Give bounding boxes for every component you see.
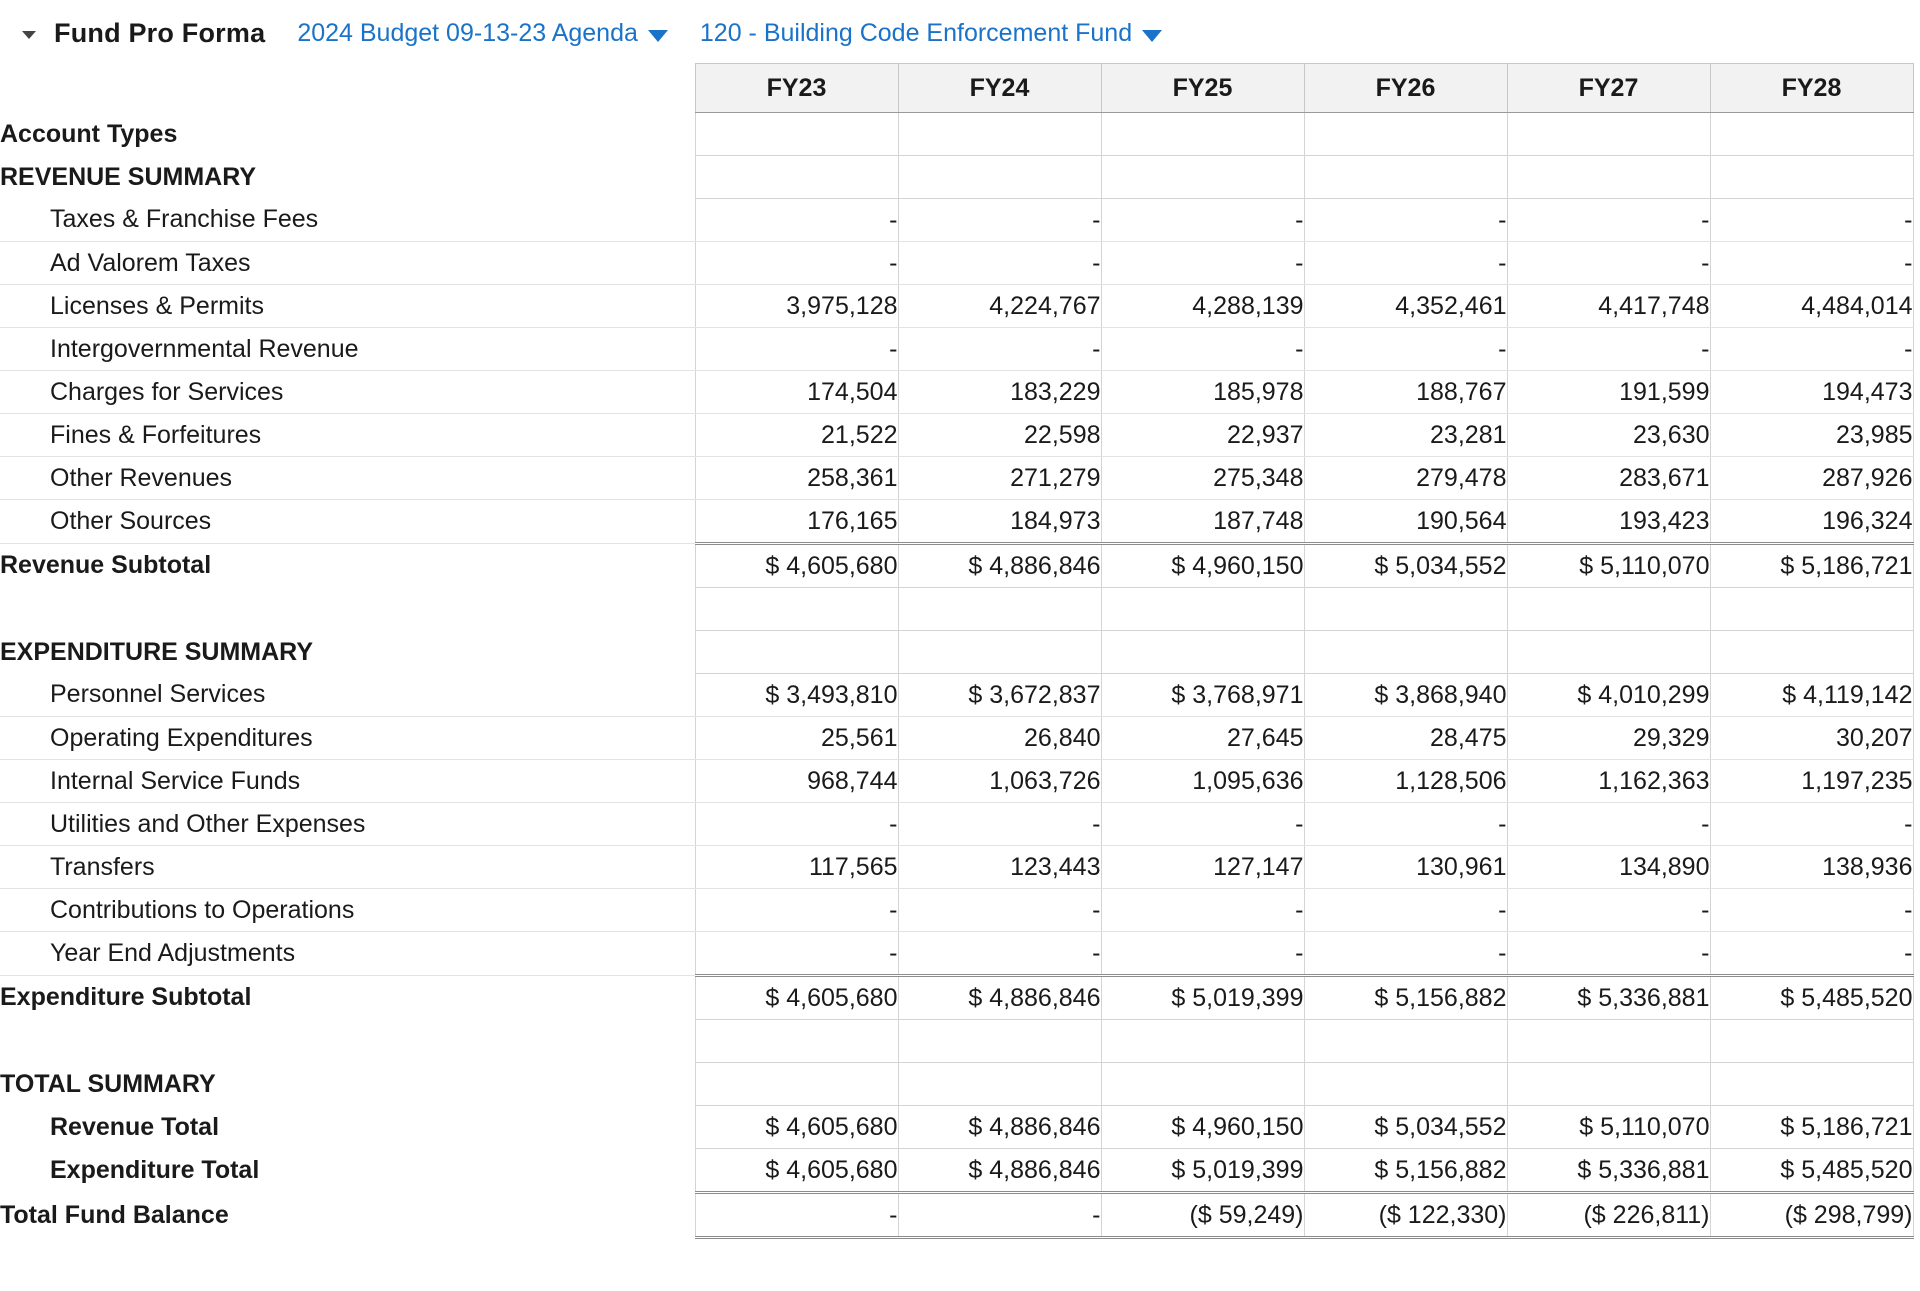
cell-value: 187,748 [1101,500,1304,544]
cell-value: 134,890 [1507,846,1710,889]
cell-value [1304,631,1507,674]
cell-value [1507,113,1710,156]
row-label: Total Fund Balance [0,1200,229,1229]
cell-value: - [695,242,898,285]
row-label: Revenue Subtotal [0,551,212,580]
cell-value: - [1304,199,1507,242]
cell-value: - [1710,889,1913,932]
cell-value [1710,631,1913,674]
column-header-fy23: FY23 [695,64,898,113]
cell-value [1710,156,1913,199]
row-label: Operating Expenditures [0,717,695,760]
cell-value: $ 5,034,552 [1304,544,1507,588]
column-header-fy28: FY28 [1710,64,1913,113]
row-label: Account Types [0,119,178,148]
cell-value: ($ 298,799) [1710,1193,1913,1238]
cell-value [1710,1063,1913,1106]
cell-value: - [898,242,1101,285]
cell-value [898,631,1101,674]
cell-value: 194,473 [1710,371,1913,414]
cell-value: 3,975,128 [695,285,898,328]
row-label: Licenses & Permits [0,285,695,328]
cell-value: $ 4,886,846 [898,1149,1101,1193]
cell-value: - [695,328,898,371]
column-header-blank [0,64,695,113]
table-row [0,674,1913,717]
cell-value: - [1101,803,1304,846]
cell-value [1710,1020,1913,1063]
fund-select[interactable] [700,19,1162,48]
cell-value [1304,113,1507,156]
fund-proforma-table [0,63,1914,1239]
cell-value: - [1101,932,1304,976]
cell-value: $ 4,605,680 [695,544,898,588]
cell-value [695,1063,898,1106]
cell-value: - [1507,803,1710,846]
cell-value: 1,095,636 [1101,760,1304,803]
cell-value [1101,588,1304,631]
cell-value: 22,937 [1101,414,1304,457]
cell-value: 117,565 [695,846,898,889]
cell-value: 23,985 [1710,414,1913,457]
cell-value: - [1304,242,1507,285]
cell-value: - [1304,889,1507,932]
table-row [0,285,1913,328]
cell-value: - [1101,242,1304,285]
cell-value [1304,1020,1507,1063]
cell-value: - [898,199,1101,242]
cell-value: 196,324 [1710,500,1913,544]
cell-value: 130,961 [1304,846,1507,889]
cell-value [1304,588,1507,631]
table-row [0,156,1913,199]
cell-value: 127,147 [1101,846,1304,889]
table-row [0,631,1913,674]
cell-value: 183,229 [898,371,1101,414]
fund-proforma-header [0,0,1920,63]
cell-value: 23,630 [1507,414,1710,457]
row-label: Ad Valorem Taxes [0,242,695,285]
cell-value: 176,165 [695,500,898,544]
cell-value: - [1304,328,1507,371]
row-label: REVENUE SUMMARY [0,162,257,191]
cell-value: - [695,889,898,932]
cell-value [898,588,1101,631]
column-header-fy27: FY27 [1507,64,1710,113]
cell-value: $ 5,186,721 [1710,1106,1913,1149]
row-label: Transfers [0,846,695,889]
table-row [0,932,1913,976]
cell-value: $ 4,886,846 [898,976,1101,1020]
cell-value [695,588,898,631]
cell-value: $ 4,605,680 [695,1149,898,1193]
table-row [0,242,1913,285]
cell-value: $ 4,886,846 [898,1106,1101,1149]
cell-value: 28,475 [1304,717,1507,760]
cell-value: 1,197,235 [1710,760,1913,803]
table-row [0,1149,1913,1193]
agenda-select[interactable] [297,19,668,48]
cell-value: ($ 59,249) [1101,1193,1304,1238]
cell-value: ($ 226,811) [1507,1193,1710,1238]
cell-value [695,113,898,156]
cell-value [695,631,898,674]
cell-value: - [695,932,898,976]
cell-value: $ 3,768,971 [1101,674,1304,717]
page-title: Fund Pro Forma [54,18,266,48]
cell-value: 4,224,767 [898,285,1101,328]
table-row [0,717,1913,760]
row-label: Year End Adjustments [0,932,695,976]
cell-value: - [898,803,1101,846]
column-header-fy26: FY26 [1304,64,1507,113]
cell-value: $ 4,605,680 [695,976,898,1020]
cell-value: $ 5,336,881 [1507,976,1710,1020]
row-label: EXPENDITURE SUMMARY [0,637,313,666]
cell-value: 29,329 [1507,717,1710,760]
cell-value: $ 4,010,299 [1507,674,1710,717]
cell-value: - [1710,242,1913,285]
cell-value: $ 5,019,399 [1101,1149,1304,1193]
cell-value [1101,1063,1304,1106]
fund-proforma-table-wrap [0,63,1920,1239]
cell-value: 25,561 [695,717,898,760]
cell-value: $ 4,960,150 [1101,1106,1304,1149]
cell-value: 4,352,461 [1304,285,1507,328]
cell-value: 4,484,014 [1710,285,1913,328]
fund-select-label: 120 - Building Code Enforcement Fund [699,19,1133,47]
cell-value: $ 3,672,837 [898,674,1101,717]
cell-value [898,1063,1101,1106]
cell-value: 258,361 [695,457,898,500]
row-label: Personnel Services [0,674,695,717]
cell-value: 271,279 [898,457,1101,500]
cell-value: - [695,1193,898,1238]
cell-value [1101,631,1304,674]
cell-value: - [695,803,898,846]
cell-value [695,1020,898,1063]
cell-value: - [1507,242,1710,285]
table-row [0,113,1913,156]
cell-value: 1,162,363 [1507,760,1710,803]
cell-value: - [1304,803,1507,846]
cell-value [898,156,1101,199]
cell-value: 190,564 [1304,500,1507,544]
cell-value: 23,281 [1304,414,1507,457]
cell-value [1710,113,1913,156]
cell-value: $ 5,110,070 [1507,1106,1710,1149]
cell-value: $ 3,868,940 [1304,674,1507,717]
cell-value: - [695,199,898,242]
cell-value: - [1101,199,1304,242]
row-label: Expenditure Total [50,1156,260,1184]
agenda-select-label: 2024 Budget 09-13-23 Agenda [297,19,638,47]
cell-value: 22,598 [898,414,1101,457]
cell-value: 123,443 [898,846,1101,889]
cell-value: $ 5,156,882 [1304,1149,1507,1193]
row-label: Other Revenues [0,457,695,500]
cell-value: - [1507,889,1710,932]
table-row [0,457,1913,500]
cell-value: $ 4,886,846 [898,544,1101,588]
cell-value: $ 5,019,399 [1101,976,1304,1020]
cell-value [1304,1063,1507,1106]
cell-value: 30,207 [1710,717,1913,760]
cell-value [1101,156,1304,199]
cell-value: 287,926 [1710,457,1913,500]
cell-value [898,113,1101,156]
cell-value [1507,156,1710,199]
cell-value: 275,348 [1101,457,1304,500]
cell-value: $ 5,186,721 [1710,544,1913,588]
cell-value [1507,631,1710,674]
row-label: TOTAL SUMMARY [0,1069,216,1098]
cell-value: $ 5,485,520 [1710,1149,1913,1193]
cell-value: 968,744 [695,760,898,803]
cell-value: $ 4,605,680 [695,1106,898,1149]
cell-value [1101,113,1304,156]
cell-value: 283,671 [1507,457,1710,500]
row-label [0,588,695,631]
row-label: Taxes & Franchise Fees [0,199,695,242]
cell-value: $ 5,485,520 [1710,976,1913,1020]
cell-value: - [1507,199,1710,242]
row-label: Fines & Forfeitures [0,414,695,457]
cell-value [1710,588,1913,631]
table-row [0,976,1913,1020]
cell-value: $ 5,034,552 [1304,1106,1507,1149]
cell-value: $ 4,960,150 [1101,544,1304,588]
cell-value [1304,156,1507,199]
column-header-fy25: FY25 [1101,64,1304,113]
cell-value: 1,128,506 [1304,760,1507,803]
cell-value [1507,1020,1710,1063]
table-row [0,500,1913,544]
cell-value: - [1507,932,1710,976]
cell-value: $ 5,156,882 [1304,976,1507,1020]
table-row [0,1063,1913,1106]
cell-value: 191,599 [1507,371,1710,414]
cell-value: - [1710,328,1913,371]
table-row [0,1106,1913,1149]
cell-value: 188,767 [1304,371,1507,414]
table-row [0,1020,1913,1063]
table-header [0,64,1913,113]
cell-value: 193,423 [1507,500,1710,544]
cell-value [898,1020,1101,1063]
cell-value: - [898,932,1101,976]
cell-value [1101,1020,1304,1063]
cell-value [695,156,898,199]
table-header-row [0,64,1913,113]
table-row [0,1193,1913,1238]
cell-value [1507,1063,1710,1106]
cell-value: - [898,1193,1101,1238]
table-row [0,414,1913,457]
cell-value: 27,645 [1101,717,1304,760]
table-row [0,371,1913,414]
cell-value: 184,973 [898,500,1101,544]
cell-value: 1,063,726 [898,760,1101,803]
cell-value: $ 3,493,810 [695,674,898,717]
cell-value: - [898,328,1101,371]
cell-value: $ 4,119,142 [1710,674,1913,717]
row-label: Intergovernmental Revenue [0,328,695,371]
row-label: Internal Service Funds [0,760,695,803]
column-header-fy24: FY24 [898,64,1101,113]
chevron-down-icon [648,30,668,42]
cell-value: 185,978 [1101,371,1304,414]
row-label: Revenue Total [50,1112,220,1141]
cell-value: - [1710,803,1913,846]
cell-value: 138,936 [1710,846,1913,889]
row-label: Contributions to Operations [0,889,695,932]
row-label: Other Sources [0,500,695,544]
table-row [0,588,1913,631]
table-row [0,803,1913,846]
chevron-down-icon[interactable] [18,23,40,45]
cell-value [1507,588,1710,631]
table-row [0,199,1913,242]
row-label: Charges for Services [0,371,695,414]
cell-value: - [1101,328,1304,371]
chevron-down-icon [1142,30,1162,42]
table-row [0,846,1913,889]
cell-value: - [1710,932,1913,976]
cell-value: - [1507,328,1710,371]
cell-value: 174,504 [695,371,898,414]
cell-value: 279,478 [1304,457,1507,500]
cell-value: 21,522 [695,414,898,457]
cell-value: $ 5,110,070 [1507,544,1710,588]
cell-value: - [1101,889,1304,932]
cell-value: - [1710,199,1913,242]
cell-value: 4,417,748 [1507,285,1710,328]
cell-value: - [1304,932,1507,976]
row-label: Expenditure Subtotal [0,983,252,1012]
table-row [0,889,1913,932]
table-row [0,328,1913,371]
table-body [0,113,1913,1238]
cell-value: - [898,889,1101,932]
cell-value: $ 5,336,881 [1507,1149,1710,1193]
table-row [0,760,1913,803]
cell-value: ($ 122,330) [1304,1193,1507,1238]
row-label [0,1020,695,1063]
table-row [0,544,1913,588]
cell-value: 26,840 [898,717,1101,760]
row-label: Utilities and Other Expenses [0,803,695,846]
cell-value: 4,288,139 [1101,285,1304,328]
